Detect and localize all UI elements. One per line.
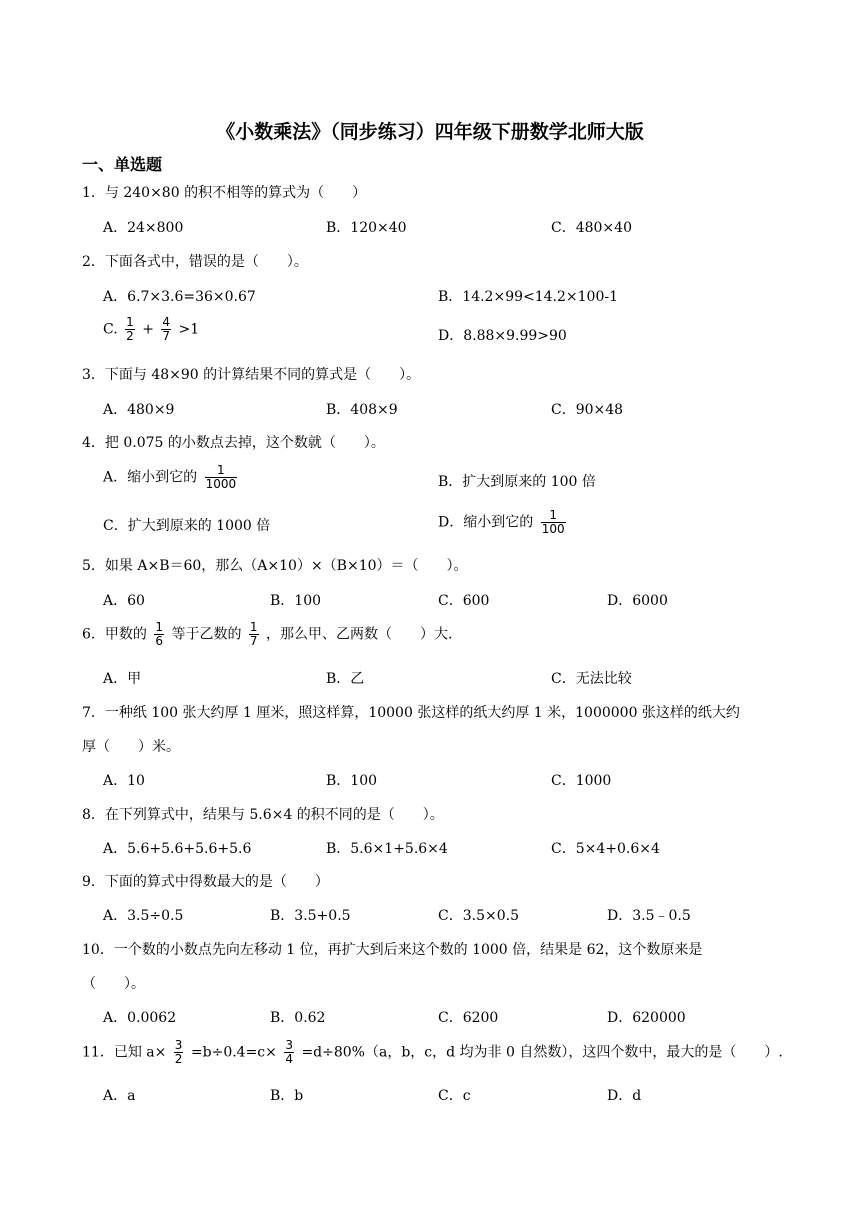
fraction-one-sixth: $\frac{1}{6}$: [155, 620, 164, 648]
question-9-option-d: D．3.5﹣0.5: [607, 908, 691, 924]
question-1-option-b: B．120×40: [326, 220, 407, 236]
option-c-suffix: >1: [178, 321, 200, 338]
question-8-stem: 8．在下列算式中，结果与 5.6×4 的积不同的是（ ）。: [82, 807, 444, 823]
stem-part: =d÷80%（a，b，c，d 均为非 0 自然数），这四个数中，最大的是（ ）.: [301, 1044, 783, 1061]
question-1-option-a: A．24×800: [103, 220, 184, 236]
question-11-option-a: A．a: [103, 1088, 136, 1104]
fraction-one-hundredth: $\frac{1}{100}$: [541, 508, 565, 536]
question-5-stem: 5．如果 A×B＝60，那么（A×10）×（B×10）＝（ ）。: [82, 558, 468, 574]
question-4-stem: 4．把 0.075 的小数点去掉，这个数就（ ）。: [82, 435, 385, 451]
question-10-stem-line-2: （ ）。: [82, 976, 145, 992]
question-1-stem: 1．与 240×80 的积不相等的算式为（ ）: [82, 185, 367, 201]
question-4-option-a: [103, 464, 240, 491]
question-6-option-a: A．甲: [103, 671, 142, 687]
question-4-option-b: B．扩大到原来的 100 倍: [438, 474, 596, 490]
question-3-option-b: B．408×9: [326, 402, 398, 418]
fraction-three-quarters: $\frac{3}{4}$: [285, 1038, 293, 1066]
stem-part: 等于乙数的: [171, 626, 242, 643]
stem-part: ，那么甲、乙两数（ ）大.: [266, 626, 453, 643]
question-3-stem: 3．下面与 48×90 的计算结果不同的算式是（ ）。: [82, 367, 421, 383]
question-6-stem: [82, 621, 452, 648]
fraction-three-halves: $\frac{3}{2}$: [174, 1038, 183, 1066]
question-11-option-c: C．c: [438, 1088, 471, 1104]
stem-part: 6．甲数的: [82, 626, 147, 643]
option-a-text: A．缩小到它的: [103, 469, 198, 486]
question-9-option-a: A．3.5÷0.5: [103, 908, 184, 924]
question-10-option-c: C．6200: [438, 1010, 499, 1026]
stem-part: 11．已知 a×: [82, 1044, 167, 1061]
question-3-option-a: A．480×9: [103, 402, 175, 418]
question-6-option-b: B．乙: [326, 671, 365, 687]
document-title: 《小数乘法》（同步练习）四年级下册数学北师大版: [216, 121, 644, 143]
stem-part: =b÷0.4=c×: [190, 1044, 277, 1061]
question-7-option-a: A．10: [103, 773, 145, 789]
fraction-one-half: $\frac{1}{2}$: [126, 315, 134, 343]
question-4-option-d: [438, 509, 569, 536]
question-7-stem-line-2: 厚（ ）米。: [82, 739, 180, 755]
question-9-option-c: C．3.5×0.5: [438, 908, 519, 924]
fraction-four-sevenths: $\frac{4}{7}$: [162, 315, 171, 343]
question-8-option-c: C．5×4+0.6×4: [551, 841, 660, 857]
question-6-option-c: C．无法比较: [551, 671, 632, 687]
question-10-option-a: A．0.0062: [103, 1010, 177, 1026]
question-7-option-c: C．1000: [551, 773, 612, 789]
fraction-one-thousandth: $\frac{1}{1000}$: [205, 463, 237, 491]
question-9-stem: 9．下面的算式中得数最大的是（ ）: [82, 874, 329, 890]
question-2-option-b: B．14.2×99<14.2×100-1: [438, 289, 618, 305]
question-2-stem: 2．下面各式中，错误的是（ ）。: [82, 254, 308, 270]
option-d-text: D．缩小到它的: [438, 514, 534, 531]
question-5-option-a: A．60: [103, 593, 145, 609]
question-1-option-c: C．480×40: [551, 220, 632, 236]
question-11-stem: [82, 1039, 783, 1066]
question-2-option-d: D．8.88×9.99>90: [438, 328, 567, 344]
question-5-option-d: D．6000: [607, 593, 668, 609]
question-10-option-b: B．0.62: [270, 1010, 326, 1026]
question-8-option-a: A．5.6+5.6+5.6+5.6: [103, 841, 252, 857]
fraction-one-seventh: $\frac{1}{7}$: [249, 620, 258, 648]
question-10-stem-line-1: 10．一个数的小数点先向左移动 1 位，再扩大到后来这个数的 1000 倍，结果是 62，这个数原来是: [82, 942, 703, 958]
section-heading: 一、单选题: [82, 155, 163, 174]
question-8-option-b: B．5.6×1+5.6×4: [326, 841, 448, 857]
question-11-option-b: B．b: [270, 1088, 304, 1104]
question-5-option-b: B．100: [270, 593, 322, 609]
question-4-option-c: C．扩大到原来的 1000 倍: [103, 518, 271, 534]
plus-sign: +: [142, 321, 154, 338]
question-10-option-d: D．620000: [607, 1010, 686, 1026]
question-7-option-b: B．100: [326, 773, 378, 789]
option-c-prefix: C.: [103, 321, 118, 338]
question-7-stem-line-1: 7．一种纸 100 张大约厚 1 厘米，照这样算，10000 张这样的纸大约厚 1 米，1000000 张这样的纸大约: [82, 705, 740, 721]
question-5-option-c: C．600: [438, 593, 490, 609]
question-2-option-a: A．6.7×3.6=36×0.67: [103, 289, 256, 305]
question-9-option-b: B．3.5+0.5: [270, 908, 351, 924]
question-11-option-d: D．d: [607, 1088, 642, 1104]
question-3-option-c: C．90×48: [551, 402, 624, 418]
question-2-option-c: [103, 316, 199, 343]
